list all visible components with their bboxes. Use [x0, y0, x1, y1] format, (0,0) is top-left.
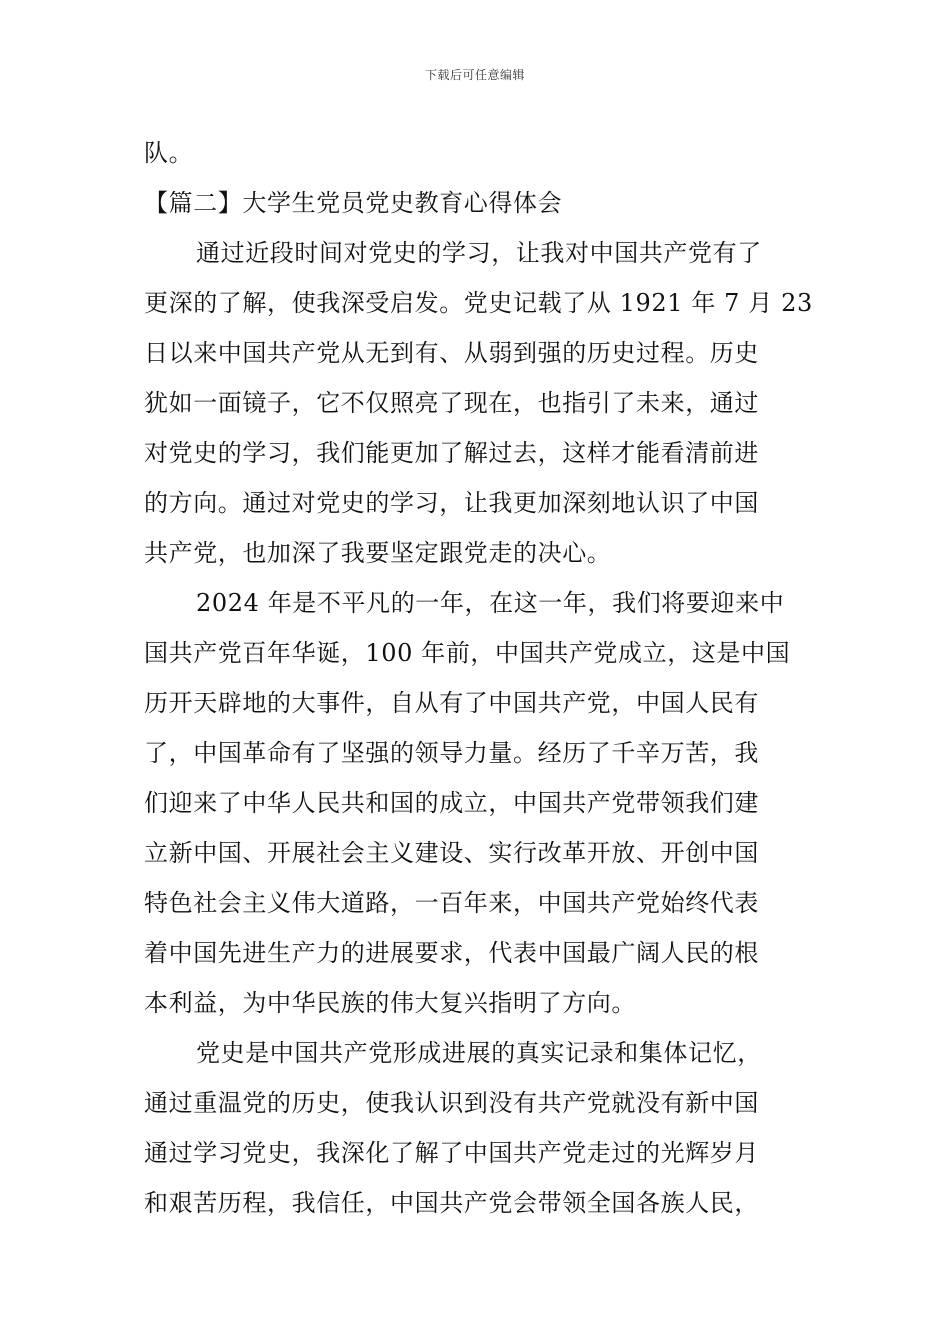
paragraph-line: 着中国先进生产力的进展要求，代表中国最广阔人民的根: [144, 939, 759, 967]
paragraph-line: 更深的了解，使我深受启发。党史记载了从 1921 年 7 月 23: [144, 289, 813, 317]
paragraph-line: 通过近段时间对党史的学习，让我对中国共产党有了: [196, 239, 762, 267]
paragraph-line: 通过学习党史，我深化了解了中国共产党走过的光辉岁月: [144, 1139, 759, 1167]
paragraph-line: 特色社会主义伟大道路，一百年来，中国共产党始终代表: [144, 889, 759, 917]
paragraph-line: 日以来中国共产党从无到有、从弱到强的历史过程。历史: [144, 339, 759, 367]
paragraph-line: 本利益，为中华民族的伟大复兴指明了方向。: [144, 989, 636, 1017]
paragraph-line: 对党史的学习，我们能更加了解过去，这样才能看清前进: [144, 439, 759, 467]
paragraph-line: 历开天辟地的大事件，自从有了中国共产党，中国人民有: [144, 689, 759, 717]
paragraph-line: 共产党，也加深了我要坚定跟党走的决心。: [144, 539, 612, 567]
paragraph-line: 党史是中国共产党形成进展的真实记录和集体记忆，: [196, 1039, 762, 1067]
paragraph-line: 和艰苦历程，我信任，中国共产党会带领全国各族人民，: [144, 1189, 759, 1217]
section-title: 【篇二】大学生党员党史教育心得体会: [144, 189, 563, 217]
paragraph-line: 立新中国、开展社会主义建设、实行改革开放、开创中国: [144, 839, 759, 867]
carryover-text-line: 队。: [144, 139, 194, 167]
paragraph-line: 的方向。通过对党史的学习，让我更加深刻地认识了中国: [144, 489, 759, 517]
paragraph-line: 了，中国革命有了坚强的领导力量。经历了千辛万苦，我: [144, 739, 759, 767]
paragraph-line: 2024 年是不平凡的一年，在这一年，我们将要迎来中: [196, 589, 785, 617]
paragraph-line: 通过重温党的历史，使我认识到没有共产党就没有新中国: [144, 1089, 759, 1117]
document-body: [144, 128, 813, 1228]
page-header-watermark: 下载后可任意编辑: [424, 68, 525, 82]
paragraph-line: 犹如一面镜子，它不仅照亮了现在，也指引了未来，通过: [144, 389, 759, 417]
paragraph-1: [144, 228, 813, 578]
paragraph-line: 国共产党百年华诞，100 年前，中国共产党成立，这是中国: [144, 639, 791, 667]
paragraph-line: 们迎来了中华人民共和国的成立，中国共产党带领我们建: [144, 789, 759, 817]
paragraph-2: [144, 578, 808, 1028]
paragraph-3: [144, 1028, 808, 1228]
